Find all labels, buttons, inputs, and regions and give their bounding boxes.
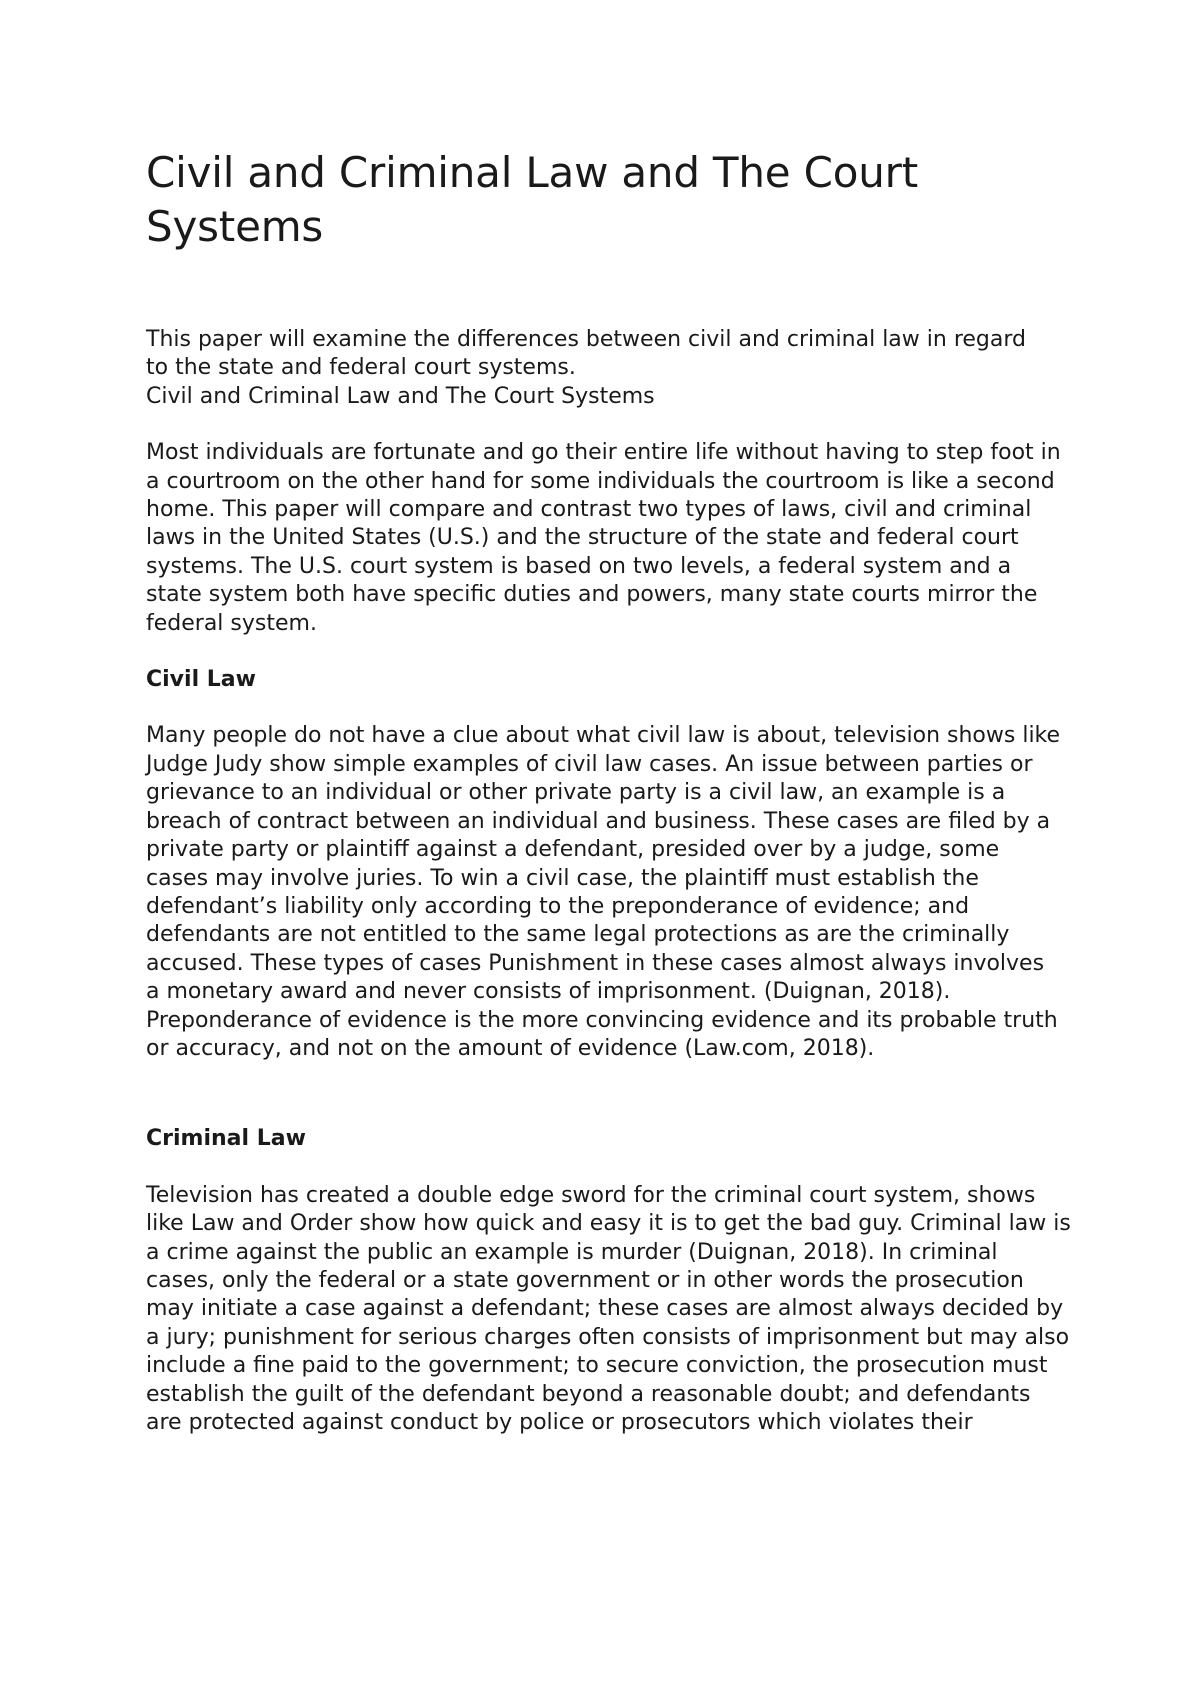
running-title: Civil and Criminal Law and The Court Systems xyxy=(146,383,655,409)
spacer xyxy=(146,254,1086,326)
civil-law-heading: Civil Law xyxy=(146,667,256,693)
spacer xyxy=(146,1063,1086,1125)
spacer xyxy=(146,638,1086,666)
civil-law-paragraph: Many people do not have a clue about what civil law is about, television shows like Judge Judy show simple examples of civil law cases. An issue between parties or grievance to an individual or other private party is a civil law, an example is a breach of contract between an individual and business. These cases are filed by a private party or plaintiff against a defendant, presided over by a judge, some cases may involve juries. To win a civil case, the plaintiff must establish the defendant’s liability only according to the preponderance of evidence; and defendants are not entitled to the same legal protections as are the criminally accused. These types of cases Punishment in these cases almost always involves a monetary award and never consists of imprisonment. (Duignan, 2018). Preponderance of evidence is the more convincing evidence and its probable truth or accuracy, and not on the amount of evidence (Law.com, 2018). xyxy=(146,723,1061,1061)
document-title: Civil and Criminal Law and The Court Systems xyxy=(146,148,918,251)
abstract-paragraph: This paper will examine the differences between civil and criminal law in regard to the state and federal court systems. xyxy=(146,327,1026,381)
criminal-law-heading: Criminal Law xyxy=(146,1126,306,1152)
criminal-law-paragraph: Television has created a double edge sword for the criminal court system, shows like Law and Order show how quick and easy it is to get the bad guy. Criminal law is a crime against the public an example is murder (Duignan, 2018). In criminal cases, only the federal or a state government or in other words the prosecution may initiate a case against a defendant; these cases are almost always decided by a jury; punishment for serious charges often consists of imprisonment but may also include a fine paid to the government; to secure conviction, the prosecution must establish the guilt of the defendant beyond a reasonable doubt; and defendants are protected against conduct by police or prosecutors which violates their xyxy=(146,1182,1071,1435)
spacer xyxy=(146,1154,1086,1182)
document-body xyxy=(146,146,1086,1437)
spacer xyxy=(146,694,1086,722)
spacer xyxy=(146,411,1086,439)
intro-paragraph: Most individuals are fortunate and go their entire life without having to step foot in a courtroom on the other hand for some individuals the courtroom is like a second home. This paper will compare and contrast two types of laws, civil and criminal laws in the United States (U.S.) and the structure of the state and federal court systems. The U.S. court system is based on two levels, a federal system and a state system both have specific duties and powers, many state courts mirror the federal system. xyxy=(146,440,1061,636)
